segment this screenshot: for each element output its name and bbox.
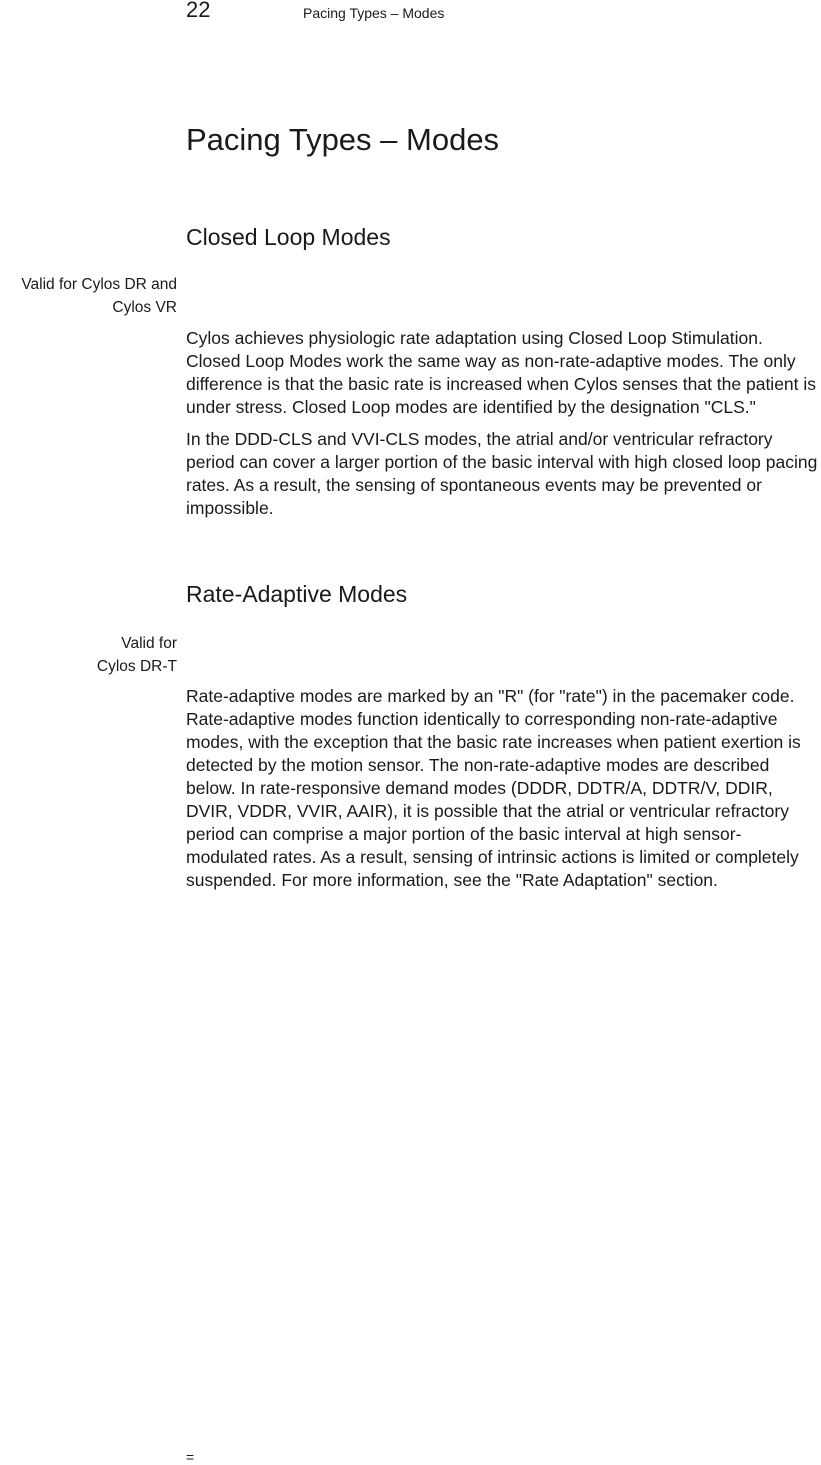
margin-note-rate-adaptive (0, 632, 177, 678)
footer-mark: = (186, 1449, 195, 1465)
margin-note-line: Cylos DR-T (96, 658, 177, 675)
body-paragraph: In the DDD-CLS and VVI-CLS modes, the atrial and/or ventricular refractory period can cover a larger portion of the basic interval with high closed loop pacing rates. As a result, the sensing of spontaneous events may be prevented or impossible. (186, 429, 818, 518)
closed-loop-body (186, 327, 821, 529)
chapter-title: Pacing Types – Modes (186, 122, 500, 157)
body-paragraph: Cylos achieves physiologic rate adaptation using Closed Loop Stimulation. Closed Loop Modes work the same way as non-rate-adaptive modes. The only difference is that the basic rate is increased when Cylos senses that the patient is under stress. Closed Loop modes are identified by the designation "CLS." (186, 328, 817, 417)
margin-note-line: Cylos VR (112, 299, 177, 316)
margin-note-line: Valid for (121, 635, 177, 652)
running-header: Pacing Types – Modes (303, 5, 445, 21)
page-number: 22 (186, 0, 211, 22)
section-heading-rate-adaptive-modes: Rate-Adaptive Modes (186, 581, 408, 607)
margin-note-line: Valid for Cylos DR and (21, 276, 177, 293)
body-paragraph: Rate-adaptive modes are marked by an "R" (for "rate") in the pacemaker code. Rate-adaptive modes function identically to corresponding non-rate-adaptive modes, with the exception that the basic rate increases when patient exertion is detected by the motion sensor. The non-rate-adaptive modes are described below. In rate-responsive demand modes (DDDR, DDTR/A, DDTR/V, DDIR, DVIR, VDDR, VVIR, AAIR), it is possible that the atrial or ventricular refractory period can comprise a major portion of the basic interval at high sensor-modulated rates. As a result, sensing of intrinsic actions is limited or completely suspended. For more information, see the "Rate Adaptation" section. (186, 686, 801, 890)
margin-note-closed-loop (0, 273, 177, 319)
rate-adaptive-body (186, 685, 821, 901)
section-heading-closed-loop-modes: Closed Loop Modes (186, 224, 391, 250)
